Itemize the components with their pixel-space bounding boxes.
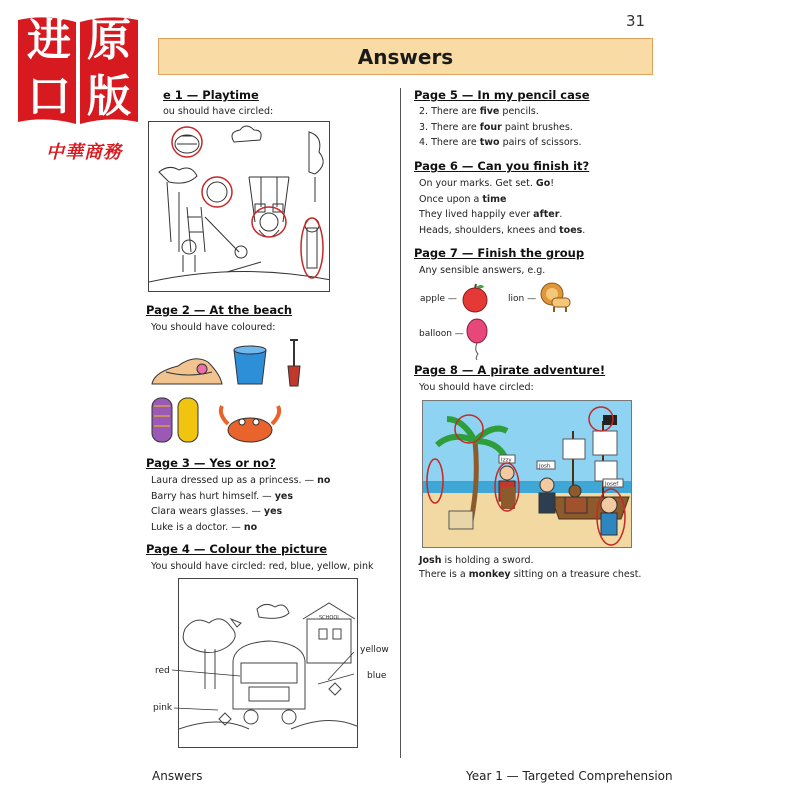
- spade-icon: [288, 340, 300, 386]
- page7-balloon-label: balloon —: [419, 329, 464, 339]
- page8-answers: [414, 553, 641, 581]
- page6-line-4-answer: toes: [559, 224, 583, 236]
- page5-line-1-post: pencils.: [499, 106, 539, 117]
- page5-line-1: [414, 104, 590, 120]
- footer-left: Answers: [152, 769, 203, 783]
- logo-char-3: 口: [27, 71, 71, 122]
- page1-intro: ou should have circled:: [163, 106, 274, 117]
- footer-right: Year 1 — Targeted Comprehension: [466, 769, 673, 783]
- josef-tag: Josef: [605, 481, 619, 488]
- page5-line-2-answer: four: [479, 121, 502, 133]
- label-yellow: yellow: [360, 645, 389, 655]
- pirate-scene-illustration-icon: [423, 401, 632, 548]
- page-title: Answers: [357, 45, 454, 69]
- page-number: 31: [626, 12, 646, 30]
- publisher-logo: [16, 14, 140, 126]
- school-sign: SCHOOL: [319, 615, 341, 621]
- page5-line-2-post: paint brushes.: [501, 121, 573, 133]
- apple-icon: [458, 282, 492, 314]
- josh-tag: Josh: [539, 463, 551, 470]
- playground-illustration-icon: [149, 122, 330, 292]
- sunhat-icon: [152, 359, 222, 384]
- page6-line-4-pre: Heads, shoulders, knees and: [419, 224, 560, 236]
- page8-line-2-post: sitting on a treasure chest.: [510, 568, 642, 580]
- page5-line-2-pre: 3. There are: [419, 121, 480, 133]
- page4-heading: Page 4 — Colour the picture: [146, 542, 328, 556]
- page4-section: [146, 542, 373, 575]
- label-pink: pink: [153, 703, 173, 713]
- page6-section: [414, 159, 589, 238]
- page3-line-1: [146, 473, 330, 489]
- title-banner: [158, 38, 653, 75]
- bucket-icon: [234, 346, 266, 384]
- page5-section: [414, 88, 590, 151]
- page3-line-3: [146, 504, 330, 520]
- column-divider: [400, 88, 401, 758]
- page3-line-4-text: Luke is a doctor. —: [151, 521, 244, 533]
- page8-line-1-answer: Josh: [419, 555, 442, 566]
- page3-line-3-text: Clara wears glasses. —: [151, 506, 264, 517]
- page7-lion-label: lion —: [508, 294, 537, 304]
- page6-line-3: [414, 207, 589, 223]
- page8-line-2-pre: There is a: [419, 568, 469, 580]
- page6-line-2-pre: Once upon a: [419, 193, 483, 205]
- page7-apple-label: apple —: [420, 294, 457, 304]
- page3-line-2: [146, 489, 330, 505]
- page8-section: [414, 363, 605, 396]
- page6-line-2-answer: time: [482, 193, 507, 205]
- page5-line-1-pre: 2. There are: [419, 106, 480, 117]
- page3-line-4: [146, 520, 330, 536]
- page5-line-2: [414, 120, 590, 136]
- page7-section: [414, 246, 584, 279]
- page6-heading: Page 6 — Can you finish it?: [414, 159, 590, 173]
- page7-heading: Page 7 — Finish the group: [414, 246, 585, 260]
- page6-line-1-pre: On your marks. Get set.: [419, 178, 536, 189]
- page3-line-3-answer: yes: [263, 506, 283, 517]
- page3-section: [146, 456, 330, 535]
- pirate-picture: [422, 400, 632, 548]
- izzy-tag: Izzy: [501, 457, 512, 464]
- page3-line-2-answer: yes: [274, 490, 293, 502]
- page5-line-3-post: pairs of scissors.: [499, 137, 582, 148]
- page6-line-4: [414, 223, 589, 239]
- page8-line-2: [414, 569, 641, 581]
- logo-char-2: 原: [87, 15, 131, 66]
- crab-icon: [221, 406, 279, 442]
- flip-flops-icon: [152, 398, 198, 442]
- label-blue: blue: [367, 671, 387, 681]
- page5-line-3: [414, 135, 590, 151]
- page5-line-3-pre: 4. There are: [419, 137, 480, 148]
- page6-line-2: [414, 192, 589, 208]
- page2-section: [146, 303, 292, 336]
- logo-brand: 中華商務: [46, 142, 122, 163]
- page2-heading: Page 2 — At the beach: [146, 303, 293, 317]
- page6-line-4-post: .: [582, 224, 586, 236]
- page1-heading: e 1 — Playtime: [163, 88, 259, 102]
- page7-intro: Any sensible answers, e.g.: [419, 265, 546, 276]
- page8-intro: You should have circled:: [419, 382, 534, 393]
- page3-line-1-text: Laura dressed up as a princess. —: [151, 475, 318, 486]
- page6-line-3-answer: after: [533, 209, 560, 220]
- page6-line-3-pre: They lived happily ever: [419, 209, 534, 220]
- page6-line-1-answer: Go: [535, 178, 551, 189]
- page5-line-1-answer: five: [479, 106, 500, 117]
- lion-icon: [538, 280, 576, 314]
- logo-char-4: 版: [87, 71, 131, 122]
- page3-line-1-answer: no: [317, 475, 331, 486]
- page8-line-1-post: is holding a sword.: [441, 555, 534, 566]
- page5-heading: Page 5 — In my pencil case: [414, 88, 590, 102]
- page8-line-1: [414, 553, 641, 569]
- page3-line-4-answer: no: [243, 521, 258, 533]
- page4-intro: You should have circled: red, blue, yellow, pink: [151, 561, 374, 572]
- balloon-icon: [464, 318, 490, 360]
- beach-items: [148, 336, 328, 448]
- label-red: red: [155, 666, 170, 676]
- page8-heading: Page 8 — A pirate adventure!: [414, 363, 606, 377]
- page5-line-3-answer: two: [479, 137, 500, 148]
- page6-line-1: [414, 176, 589, 192]
- page1-section: [163, 88, 273, 120]
- playground-picture: [148, 121, 330, 292]
- page6-line-1-post: !: [550, 178, 555, 189]
- page6-line-3-post: .: [559, 209, 563, 220]
- page3-line-2-text: Barry has hurt himself. —: [151, 490, 275, 502]
- page8-line-2-answer: monkey: [468, 568, 511, 580]
- page3-heading: Page 3 — Yes or no?: [146, 456, 276, 470]
- page2-intro: You should have coloured:: [151, 322, 276, 333]
- logo-char-1: 进: [27, 15, 71, 66]
